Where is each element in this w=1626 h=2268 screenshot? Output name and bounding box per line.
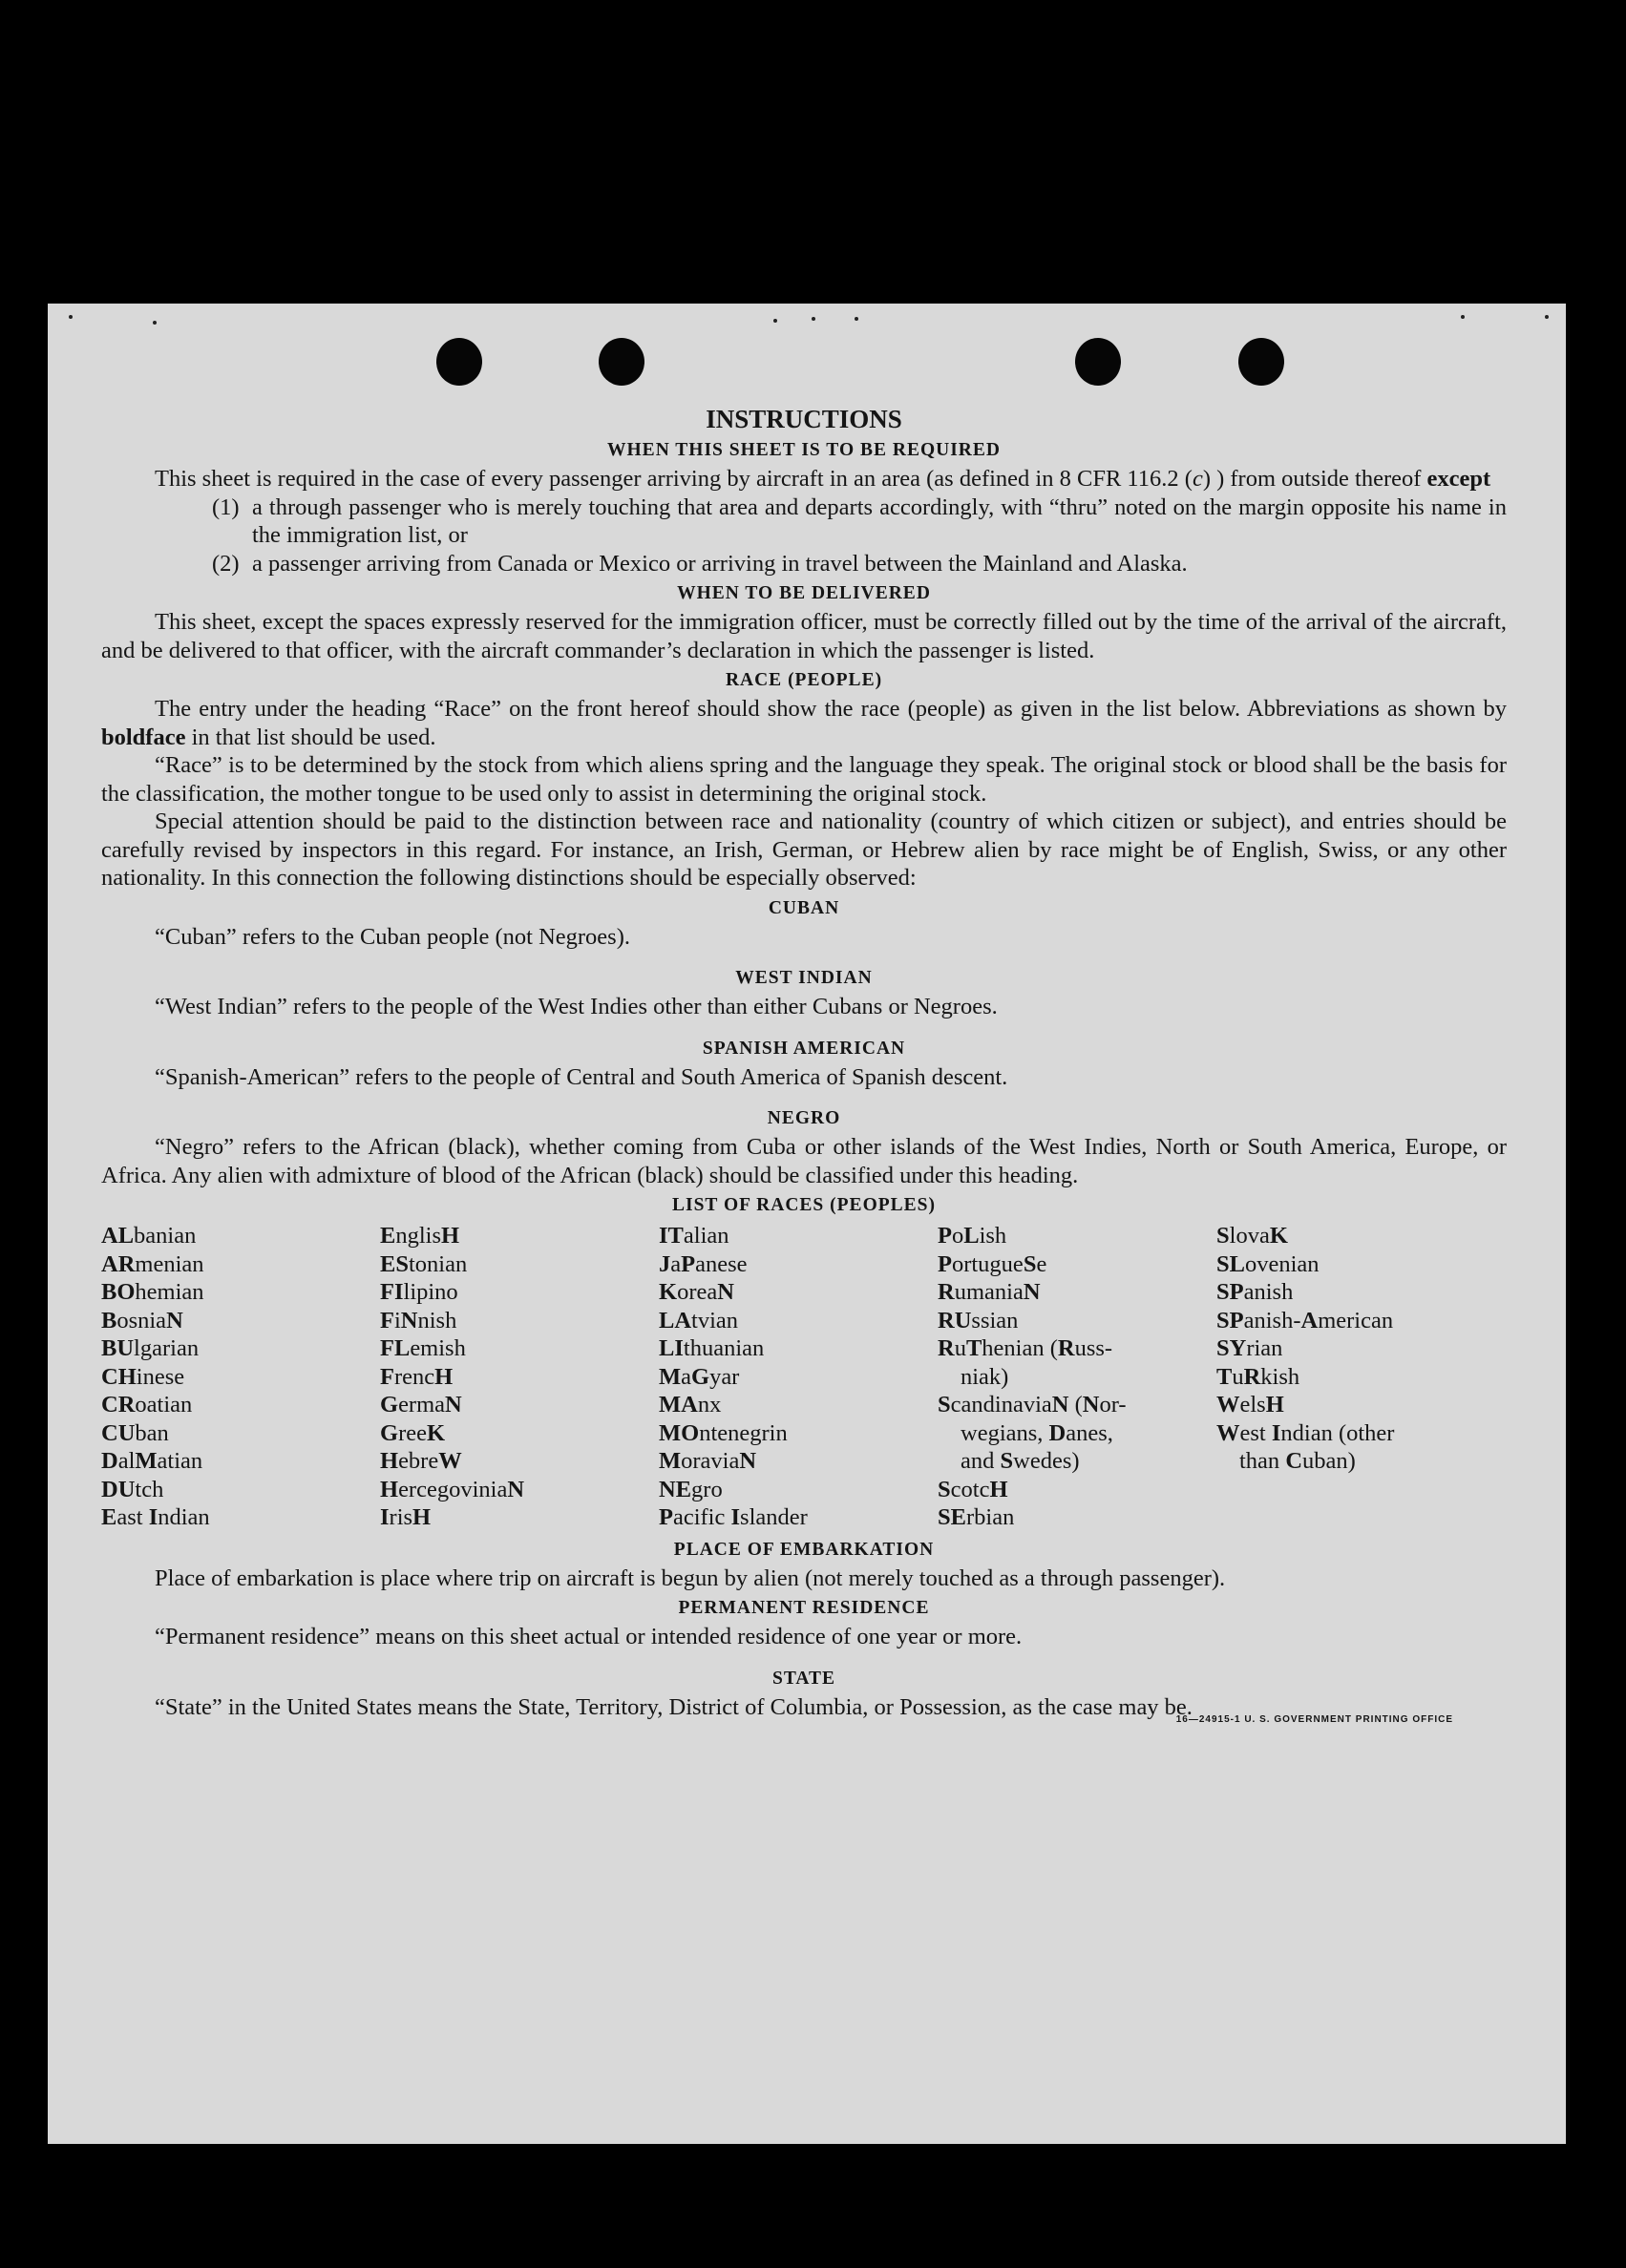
item-text: a passenger arriving from Canada or Mexico or arriving in travel between the Mainland and Alaska. — [252, 550, 1188, 577]
race-entry: PoLish — [938, 1223, 1007, 1249]
paragraph: “Cuban” refers to the Cuban people (not Negroes). — [155, 923, 630, 950]
race-entry: NEgro — [659, 1476, 723, 1502]
race-entry: MoraviaN — [659, 1448, 757, 1474]
race-entry: EnglisH — [380, 1223, 460, 1249]
race-entry: Pacific Islander — [659, 1504, 808, 1530]
race-entry: LAtvian — [659, 1307, 739, 1334]
paragraph: This sheet is required in the case of every passenger arriving by aircraft in an area (as defined in 8 CFR 116.2 (c) ) from outside thereof except — [155, 466, 1491, 492]
race-entry: SErbian — [938, 1504, 1015, 1530]
paragraph: “State” in the United States means the State, Territory, District of Columbia, or Possession, as the case may be. — [155, 1693, 1193, 1720]
punch-hole — [1075, 338, 1121, 386]
race-entry: wegians, Danes, — [961, 1419, 1113, 1446]
section-heading: PERMANENT RESIDENCE — [678, 1598, 930, 1618]
race-entry: SlovaK — [1216, 1223, 1288, 1249]
race-entry: PortugueSe — [938, 1250, 1047, 1277]
race-entry: West Indian (other — [1216, 1419, 1395, 1446]
section-heading: NEGRO — [767, 1108, 841, 1128]
paragraph: Special attention should be paid to the distinction between race and nationality (country of which citizen or subject), and entries should be carefully revised by inspectors in this regard. For instance, an Irish, German, or Hebrew alien by race might be of English, Swiss, or any other nationality. In this connection the following distinctions should be especially observed: — [101, 808, 1507, 891]
section-heading: SPANISH AMERICAN — [702, 1038, 906, 1059]
section-heading: PLACE OF EMBARKATION — [673, 1539, 935, 1560]
race-entry: RuThenian (Russ- — [938, 1335, 1113, 1361]
race-entry: RumaniaN — [938, 1279, 1041, 1305]
race-entry: SPanish — [1216, 1279, 1294, 1305]
race-entry: DalMatian — [101, 1448, 203, 1474]
paragraph: The entry under the heading “Race” on the front hereof should show the race (people) as given in the list below. Abbreviations as shown by boldface in that list should be used. — [101, 696, 1507, 750]
scan-speck — [812, 317, 815, 321]
race-entry: TuRkish — [1216, 1363, 1300, 1390]
section-heading: WHEN TO BE DELIVERED — [677, 583, 931, 603]
race-entry: KoreaN — [659, 1279, 734, 1305]
section-heading: RACE (PEOPLE) — [725, 670, 883, 690]
race-list — [101, 1222, 1507, 1532]
section-heading: CUBAN — [768, 897, 840, 918]
race-entry: FrencH — [380, 1363, 454, 1390]
race-entry: SYrian — [1216, 1335, 1283, 1361]
race-entry: SLovenian — [1216, 1250, 1320, 1277]
race-entry: WelsH — [1216, 1392, 1284, 1418]
section-heading: WHEN THIS SHEET IS TO BE REQUIRED — [607, 440, 1001, 460]
race-entry: ARmenian — [101, 1250, 204, 1277]
race-entry: RUssian — [938, 1307, 1019, 1334]
paragraph: “Race” is to be determined by the stock from which aliens spring and the language they speak. The original stock or blood shall be the basis for the classification, the mother tongue to be used only to assist in determining the original stock. — [101, 752, 1507, 807]
section-heading: STATE — [771, 1668, 836, 1689]
paragraph: This sheet, except the spaces expressly reserved for the immigration officer, must be correctly filled out by the time of the arrival of the aircraft, and be delivered to that officer, with the aircraft commander’s declaration in which the passenger is listed. — [101, 609, 1507, 663]
scan-speck — [855, 317, 858, 321]
punch-hole — [599, 338, 644, 386]
item-number: (1) — [212, 494, 240, 520]
paragraph: “West Indian” refers to the people of the West Indies other than either Cubans or Negroes. — [155, 994, 998, 1019]
race-entry: HercegoviniaN — [380, 1476, 525, 1502]
race-entry: ScandinaviaN (Nor- — [938, 1392, 1127, 1418]
race-entry: BosniaN — [101, 1307, 183, 1334]
item-number: (2) — [212, 550, 240, 577]
race-entry: CRoatian — [101, 1392, 193, 1418]
item-text: a through passenger who is merely touching that area and departs accordingly, with “thru” noted on the margin opposite his name in the immigration list, or — [252, 494, 1507, 548]
race-entry: niak) — [961, 1363, 1009, 1390]
race-entry: ITalian — [659, 1223, 729, 1249]
paragraph: “Negro” refers to the African (black), whether coming from Cuba or other islands of the West Indies, North or South America, Europe, or Africa. Any alien with admixture of blood of the African (black) should be classified under this heading. — [101, 1134, 1507, 1188]
race-entry: IrisH — [380, 1504, 432, 1530]
race-entry: FIlipino — [380, 1279, 458, 1305]
race-entry: than Cuban) — [1239, 1448, 1356, 1474]
printing-office-code: 16—24915-1 U. S. GOVERNMENT PRINTING OFFICE — [1175, 1714, 1453, 1725]
section-heading: LIST OF RACES (PEOPLES) — [671, 1195, 936, 1215]
race-entry: FiNnish — [380, 1307, 457, 1334]
punch-hole — [436, 338, 482, 386]
scan-speck — [1545, 315, 1549, 319]
race-entry: EStonian — [380, 1250, 468, 1277]
race-entry: BUlgarian — [101, 1335, 200, 1361]
document-sheet — [48, 304, 1566, 2144]
scan-speck — [69, 315, 73, 319]
race-entry: LIthuanian — [659, 1335, 765, 1361]
race-column — [380, 1222, 659, 1532]
punch-hole — [1238, 338, 1284, 386]
race-column — [101, 1222, 380, 1532]
section-heading: WEST INDIAN — [735, 968, 873, 988]
race-entry: MAnx — [659, 1392, 722, 1418]
list-item — [101, 550, 1507, 578]
list-item — [101, 494, 1507, 550]
race-entry: GreeK — [380, 1419, 446, 1446]
race-entry: GermaN — [380, 1392, 462, 1418]
race-entry: MaGyar — [659, 1363, 740, 1390]
scan-speck — [1461, 315, 1465, 319]
race-entry: CUban — [101, 1419, 169, 1446]
page-title: INSTRUCTIONS — [706, 405, 902, 433]
race-entry: SPanish-American — [1216, 1307, 1394, 1334]
race-entry: JaPanese — [659, 1250, 748, 1277]
race-entry: East Indian — [101, 1504, 210, 1530]
race-entry: ScotcH — [938, 1476, 1008, 1502]
race-entry: HebreW — [380, 1448, 462, 1474]
race-column — [659, 1222, 938, 1532]
race-column — [1216, 1222, 1495, 1532]
race-entry: and Swedes) — [961, 1448, 1080, 1474]
paragraph: “Spanish-American” refers to the people of Central and South America of Spanish descent. — [155, 1063, 1008, 1090]
paragraph: “Permanent residence” means on this sheet actual or intended residence of one year or more. — [155, 1624, 1023, 1649]
race-entry: ALbanian — [101, 1223, 197, 1249]
scan-speck — [773, 319, 777, 323]
race-entry: BOhemian — [101, 1279, 204, 1305]
race-entry: MOntenegrin — [659, 1419, 788, 1446]
paragraph: Place of embarkation is place where trip on aircraft is begun by alien (not merely touched as a through passenger). — [155, 1564, 1226, 1591]
instructions-content — [101, 404, 1507, 1725]
race-entry: FLemish — [380, 1335, 466, 1361]
race-entry: CHinese — [101, 1363, 185, 1390]
race-column — [938, 1222, 1216, 1532]
race-entry: DUtch — [101, 1476, 164, 1502]
scan-speck — [153, 321, 157, 325]
